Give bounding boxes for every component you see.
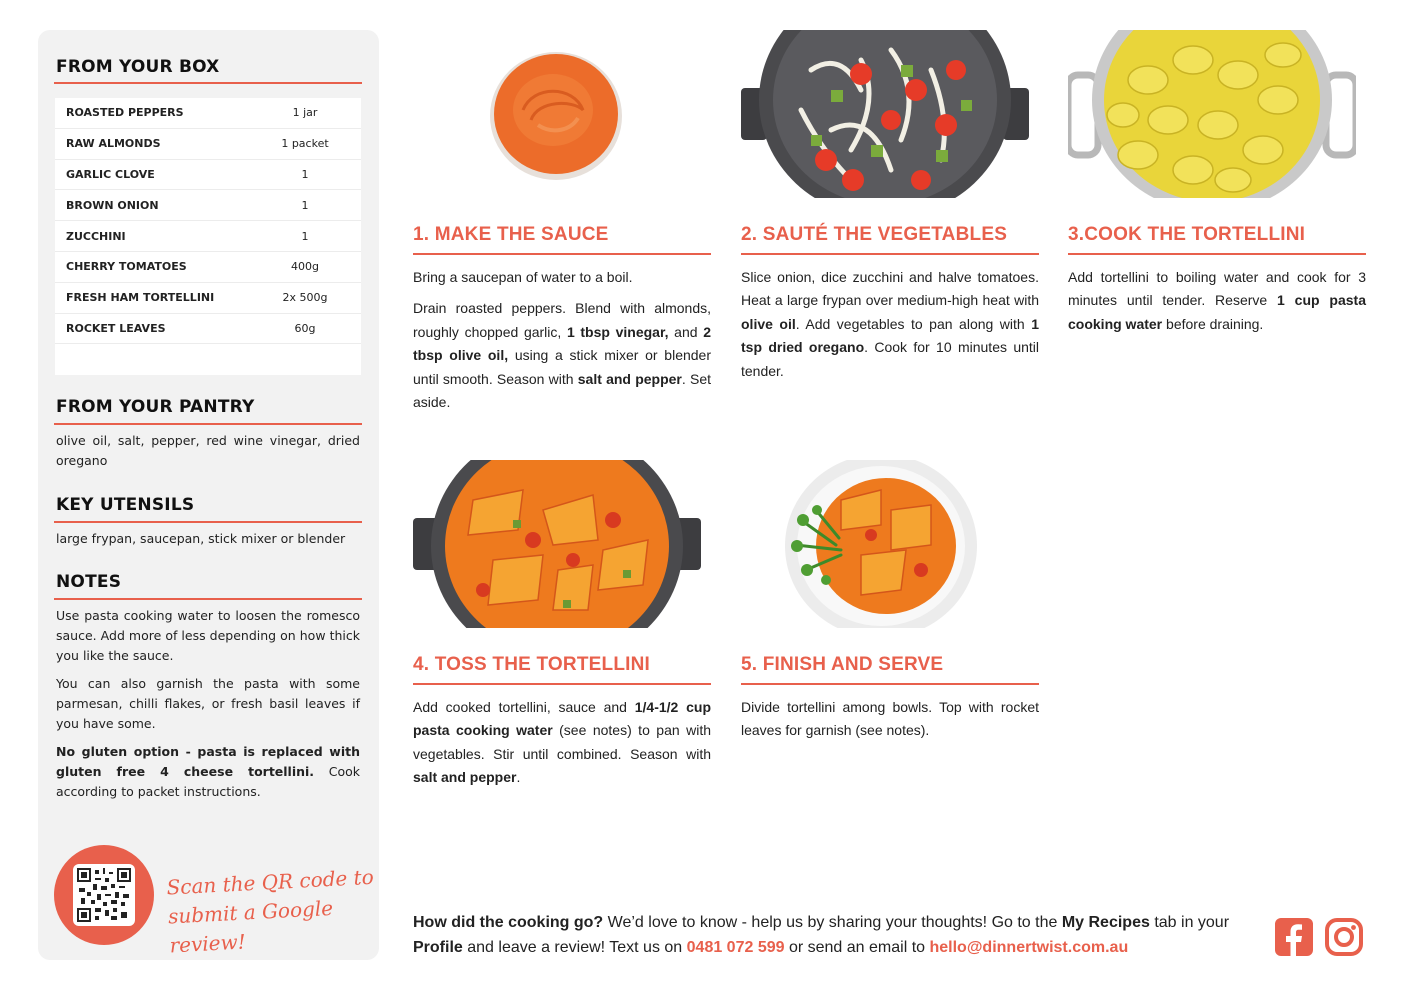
bold-text: salt and pepper — [413, 769, 517, 786]
pantry-title: FROM YOUR PANTRY — [56, 397, 255, 417]
divider — [741, 683, 1039, 685]
ingredient-row — [55, 129, 361, 160]
ingredient-row — [55, 252, 361, 283]
bold-text: 1 cup pasta cooking water — [1068, 292, 1366, 332]
profile-label: Profile — [413, 939, 463, 956]
step-2-title: 2. SAUTÉ THE VEGETABLES — [741, 224, 1008, 245]
ingredient-qty: 1 packet — [281, 137, 329, 151]
step-4-text — [413, 696, 711, 790]
text-segment: . Set aside. — [413, 370, 712, 411]
qr-promo-text — [166, 863, 381, 961]
my-recipes-label: My Recipes — [1061, 914, 1150, 931]
ingredient-row — [55, 283, 361, 314]
bold-text: 1 tbsp vinegar, — [566, 323, 669, 340]
instagram-icon[interactable] — [1325, 918, 1363, 956]
step-3-text — [1068, 266, 1366, 336]
text-segment: . Cook for 10 minutes until tender. — [741, 339, 1040, 379]
ingredient-row — [55, 221, 361, 252]
bold-text: 1 tsp dried oregano — [741, 315, 1039, 356]
text-segment: . Add vegetables to pan along with — [795, 315, 1032, 332]
ingredient-name: ROASTED PEPPERS — [66, 106, 184, 120]
notes-paragraph: You can also garnish the pasta with some parmesan, chilli flakes, or fresh basil leaves if you have some. — [56, 676, 360, 731]
step-4-body — [413, 696, 711, 798]
notes-paragraph — [56, 742, 360, 802]
text-segment: Divide tortellini among bowls. Top with rocket leaves for garnish (see notes). — [741, 699, 1039, 739]
divider — [54, 598, 362, 600]
text-segment: Add cooked tortellini, sauce and — [413, 699, 635, 715]
notes-title: NOTES — [56, 572, 122, 592]
qr-code-graphic — [77, 868, 131, 922]
gluten-option-rest: Cook according to packet instructions. — [56, 764, 360, 799]
divider — [1068, 253, 1366, 255]
text-segment: . — [516, 769, 521, 786]
ingredient-name: GARLIC CLOVE — [66, 167, 155, 181]
footer-text: tab in your — [1149, 914, 1230, 931]
footer-text: or send an email to — [784, 939, 930, 956]
text-segment: and — [668, 323, 704, 340]
step-3-body — [1068, 266, 1366, 344]
sidebar — [38, 30, 379, 960]
step-1-body — [413, 266, 711, 422]
footer-text: We’d love to know - help us by sharing your thoughts! Go to the — [603, 914, 1062, 931]
bold-text: 1/4-1/2 cup pasta cooking water — [413, 699, 711, 739]
pantry-text: olive oil, salt, pepper, red wine vinegar, dried oregano — [56, 433, 360, 468]
step-2-text — [741, 266, 1039, 383]
ingredient-row — [55, 190, 361, 221]
ingredient-name: BROWN ONION — [66, 198, 159, 212]
utensils-title: KEY UTENSILS — [56, 495, 195, 515]
divider — [54, 423, 362, 425]
ingredient-qty: 2x 500g — [282, 291, 328, 305]
ingredient-name: ZUCCHINI — [66, 229, 126, 243]
step-5-text — [741, 696, 1039, 743]
step-3-title: 3.COOK THE TORTELLINI — [1068, 224, 1306, 245]
box-title: FROM YOUR BOX — [56, 57, 220, 77]
phone-link[interactable]: 0481 072 599 — [686, 939, 785, 956]
ingredient-row — [55, 98, 361, 129]
qr-promo-line: Scan the QR code to — [165, 864, 375, 900]
ingredient-row — [55, 314, 361, 345]
divider — [413, 683, 711, 685]
step-5-title: 5. FINISH AND SERVE — [741, 654, 944, 675]
ingredient-qty: 1 jar — [292, 106, 318, 120]
ingredient-row — [55, 160, 361, 191]
step-4-title: 4. TOSS THE TORTELLINI — [413, 654, 651, 675]
ingredient-qty: 400g — [291, 260, 319, 274]
ingredient-qty: 1 — [301, 167, 309, 181]
utensils-text: large frypan, saucepan, stick mixer or blender — [56, 531, 346, 546]
ingredient-qty: 1 — [301, 198, 309, 212]
facebook-icon[interactable] — [1275, 918, 1313, 956]
text-segment: Slice onion, dice zucchini and halve tomatoes. Heat a large frypan over medium-high heat with — [741, 269, 1039, 309]
ingredient-name: CHERRY TOMATOES — [66, 260, 187, 274]
feedback-footer — [413, 910, 1263, 960]
qr-code-icon[interactable] — [73, 864, 135, 926]
ingredient-qty: 60g — [294, 321, 316, 335]
ingredient-qty: 1 — [301, 229, 309, 243]
text-segment: (see notes) to pan with vegetables. Stir until combined. Season with — [413, 722, 711, 762]
qr-promo-line: submit a Google review! — [167, 895, 334, 958]
divider — [741, 253, 1039, 255]
qr-code-badge[interactable] — [54, 845, 154, 945]
ingredient-name: ROCKET LEAVES — [66, 321, 166, 335]
text-segment: using a stick mixer or blender until smooth. Season with — [413, 347, 711, 387]
notes-paragraph: Use pasta cooking water to loosen the romesco sauce. Add more of less depending on how thick you like the sauce. — [56, 608, 360, 663]
step-1-text — [413, 297, 711, 414]
ingredient-name: RAW ALMONDS — [66, 137, 161, 151]
step-1-intro: Bring a saucepan of water to a boil. — [413, 269, 633, 285]
email-link[interactable]: hello@dinnertwist.com.au — [929, 939, 1129, 956]
toss-photo — [413, 460, 701, 628]
text-segment: Add tortellini to boiling water and cook for 3 minutes until tender. Reserve — [1068, 269, 1366, 309]
ingredient-name: FRESH HAM TORTELLINI — [66, 291, 215, 305]
step-1-title: 1. MAKE THE SAUCE — [413, 224, 609, 245]
bold-text: olive oil — [741, 315, 796, 332]
notes-text — [56, 606, 360, 810]
step-5-body — [741, 696, 1039, 751]
divider — [54, 82, 362, 84]
sauce-photo — [413, 30, 711, 198]
divider — [413, 253, 711, 255]
footer-text: and leave a review! Text us on — [462, 939, 687, 956]
ingredients-table — [55, 98, 361, 375]
text-segment: before draining. — [1162, 315, 1264, 332]
step-2-body — [741, 266, 1039, 391]
serve-photo — [741, 460, 1029, 628]
gluten-option-bold: No gluten option - pasta is replaced with gluten free 4 cheese tortellini. — [56, 744, 360, 779]
text-segment: Drain roasted peppers. Blend with almonds, roughly chopped garlic, — [413, 300, 711, 340]
vegetables-photo — [741, 30, 1029, 198]
bold-text: 2 tbsp olive oil, — [413, 323, 711, 364]
tortellini-photo — [1068, 30, 1356, 198]
bold-text: salt and pepper — [577, 370, 682, 387]
divider — [54, 521, 362, 523]
feedback-question: How did the cooking go? — [413, 914, 604, 931]
